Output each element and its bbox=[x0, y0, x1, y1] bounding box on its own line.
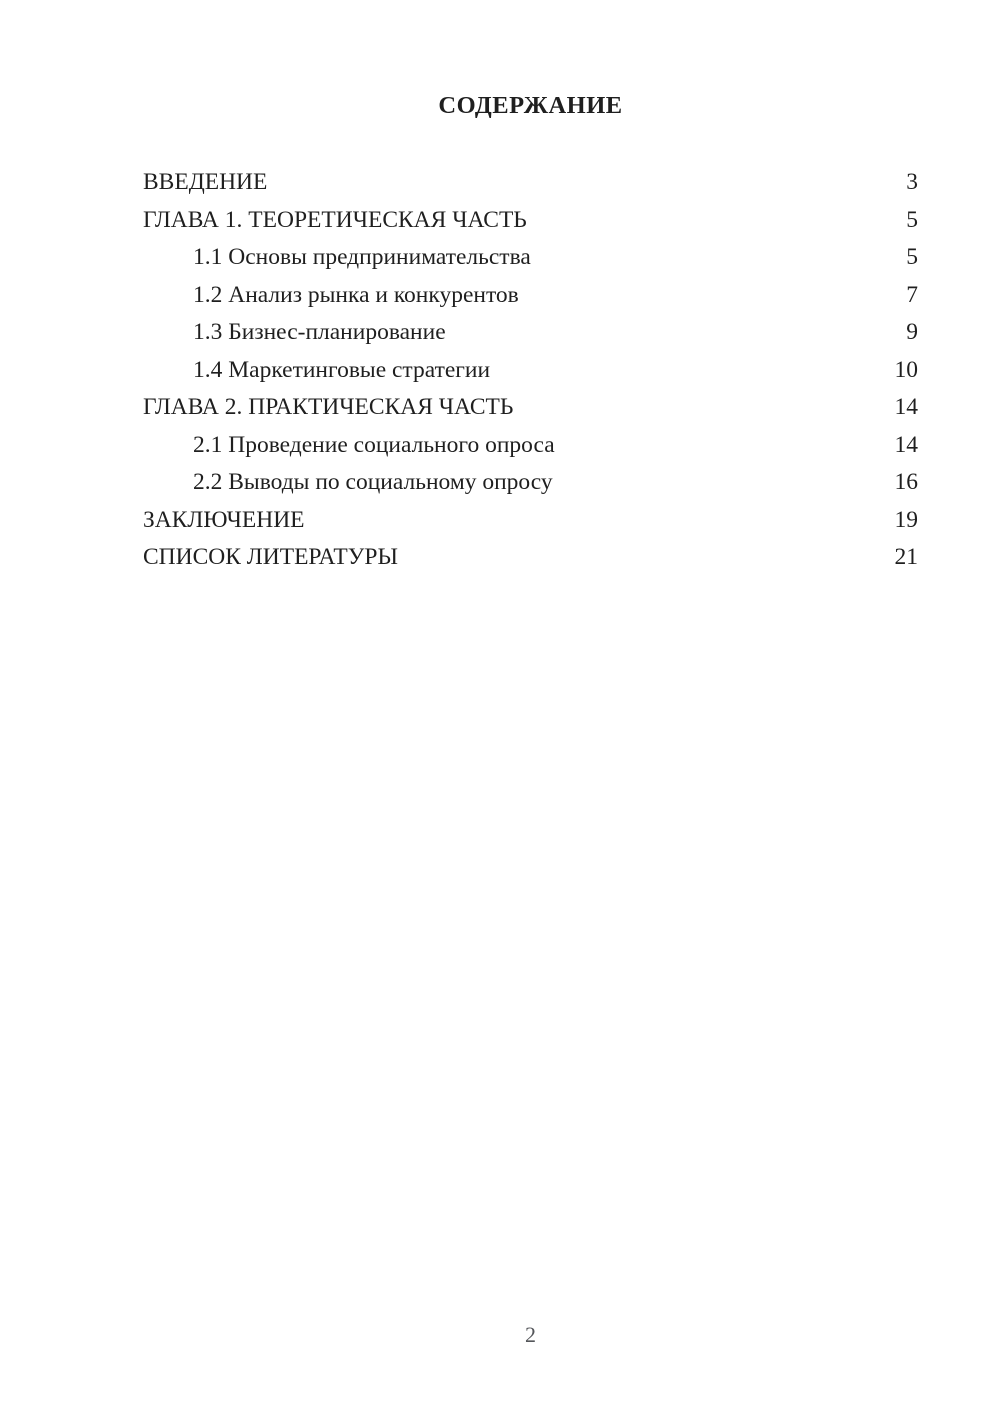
toc-entry-label: ЗАКЛЮЧЕНИЕ bbox=[143, 506, 305, 533]
toc-entry-label: 1.4 Маркетинговые стратегии bbox=[193, 356, 491, 383]
toc-entry-label: 2.1 Проведение социального опроса bbox=[193, 431, 555, 458]
toc-entry bbox=[143, 277, 918, 315]
toc-entry-label: 1.3 Бизнес-планирование bbox=[193, 319, 446, 345]
toc-entry bbox=[143, 389, 918, 427]
toc-entry-page-number: 21 bbox=[894, 544, 918, 570]
toc-entry bbox=[143, 539, 918, 577]
toc-entry bbox=[143, 427, 918, 465]
toc-entry-label: ГЛАВА 2. ПРАКТИЧЕСКАЯ ЧАСТЬ bbox=[143, 394, 514, 420]
toc-entry-label: 1.2 Анализ рынка и конкурентов bbox=[193, 281, 519, 308]
toc-entry-page-number: 5 bbox=[906, 244, 918, 270]
toc-entry bbox=[143, 502, 918, 540]
toc-entry-page-number: 3 bbox=[906, 169, 918, 195]
toc-entry-page-number: 9 bbox=[906, 319, 918, 345]
toc-entry bbox=[143, 352, 918, 390]
toc-entry-page-number: 19 bbox=[894, 506, 918, 533]
toc-entry bbox=[143, 164, 918, 202]
toc-entry-page-number: 14 bbox=[894, 394, 918, 420]
toc-entry-label: ВВЕДЕНИЕ bbox=[143, 169, 268, 195]
toc-entry bbox=[143, 464, 918, 502]
toc-entry-page-number: 7 bbox=[906, 281, 918, 308]
toc-entry-page-number: 5 bbox=[906, 206, 918, 233]
toc-entry bbox=[143, 239, 918, 277]
toc-entry-label: ГЛАВА 1. ТЕОРЕТИЧЕСКАЯ ЧАСТЬ bbox=[143, 206, 527, 233]
toc-entry-page-number: 16 bbox=[894, 469, 918, 495]
toc-content bbox=[143, 0, 918, 577]
toc-entry-label: СПИСОК ЛИТЕРАТУРЫ bbox=[143, 544, 398, 570]
toc-entry-page-number: 10 bbox=[894, 356, 918, 383]
toc-entry-label: 1.1 Основы предпринимательства bbox=[193, 244, 531, 270]
toc-entry-label: 2.2 Выводы по социальному опросу bbox=[193, 469, 553, 495]
toc-entry-page-number: 14 bbox=[894, 431, 918, 458]
footer-page-number: 2 bbox=[525, 1322, 536, 1347]
toc-list bbox=[143, 164, 918, 577]
toc-entry bbox=[143, 314, 918, 352]
page-title: СОДЕРЖАНИЕ bbox=[438, 92, 623, 119]
toc-entry bbox=[143, 202, 918, 240]
